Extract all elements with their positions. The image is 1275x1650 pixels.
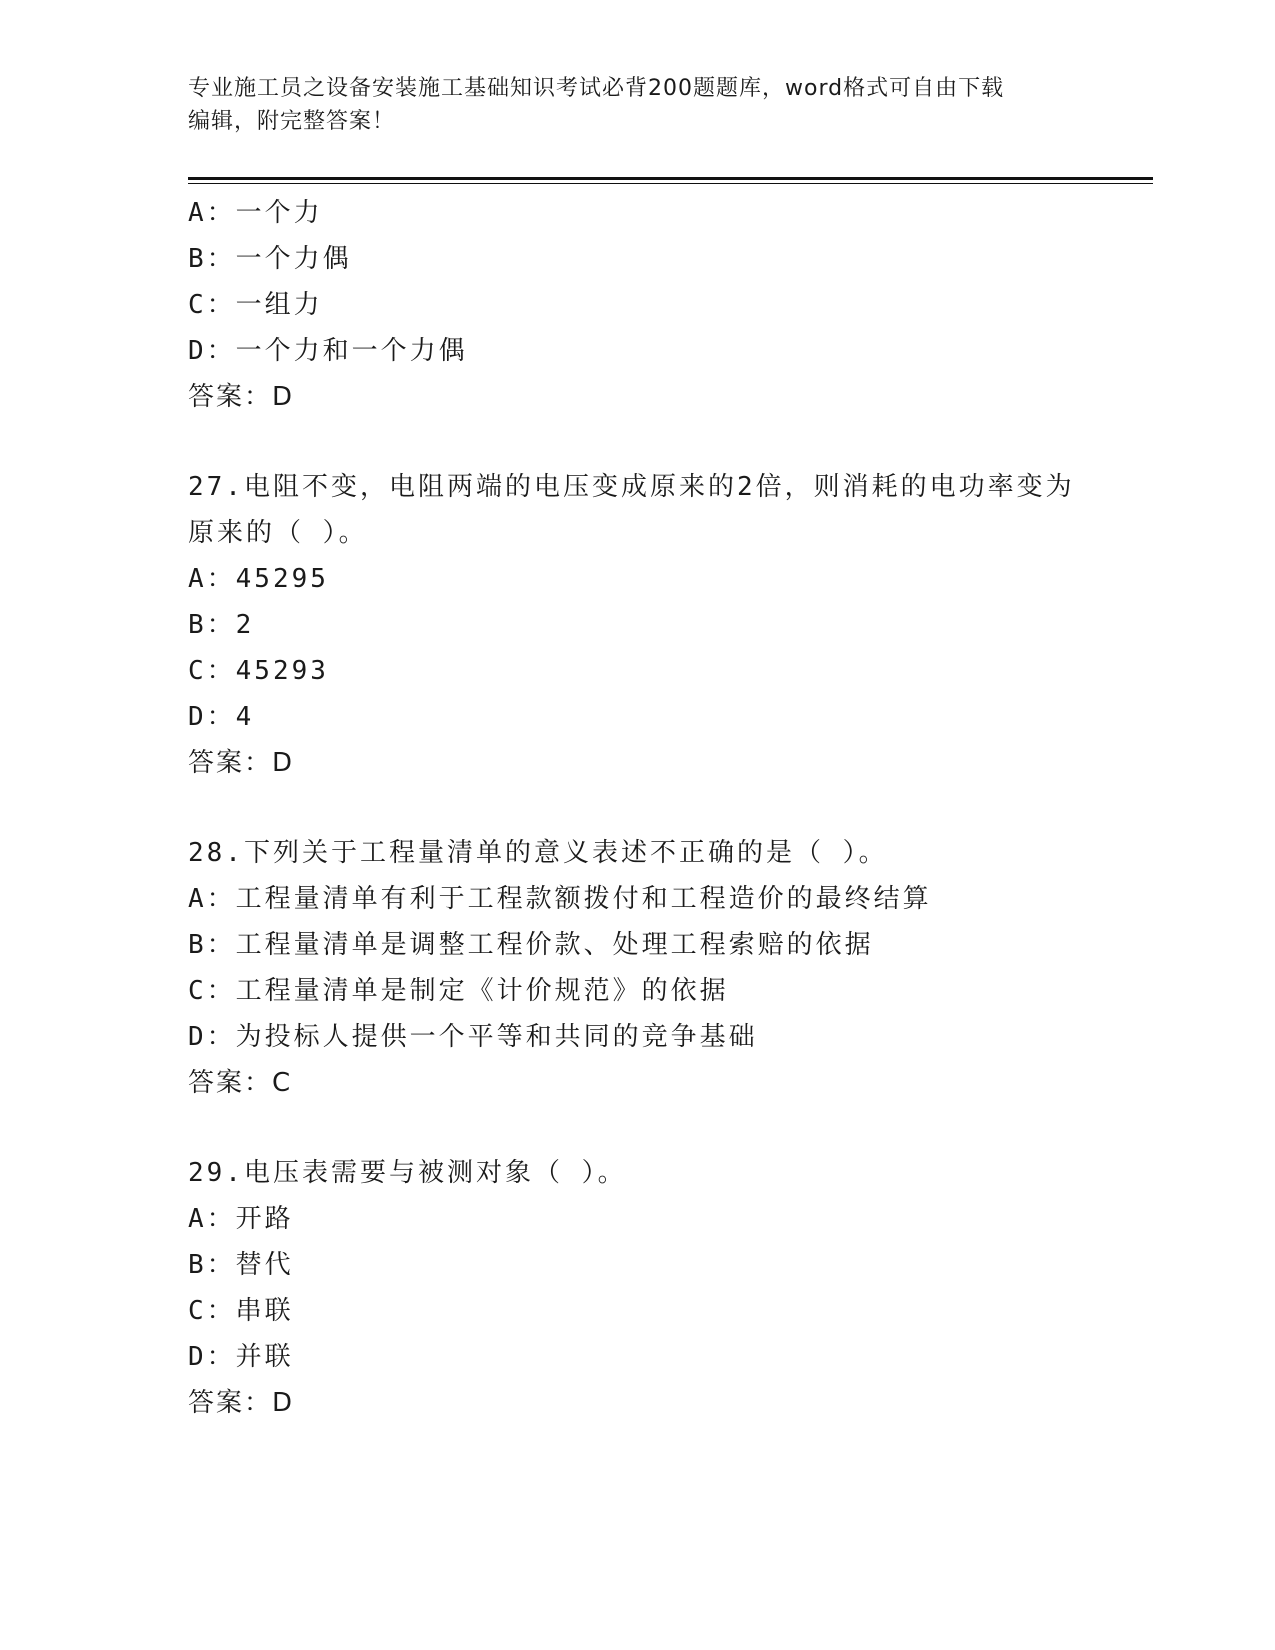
answer: 答案：D	[188, 1388, 295, 1418]
option-a: A：一个力	[188, 198, 323, 228]
answer: 答案：D	[188, 748, 295, 778]
header-divider-thin	[188, 183, 1153, 184]
header-title-line1: 专业施工员之设备安装施工基础知识考试必背200题题库，word格式可自由下载	[188, 76, 1005, 101]
header-divider-thick	[188, 177, 1153, 180]
option-d: D：为投标人提供一个平等和共同的竞争基础	[188, 1022, 758, 1052]
option-c: C：一组力	[188, 290, 323, 320]
document-header	[188, 72, 1068, 138]
question-27	[188, 464, 1108, 786]
option-a: A：工程量清单有利于工程款额拨付和工程造价的最终结算	[188, 884, 932, 914]
option-a: A：45295	[188, 564, 329, 594]
header-title-line2: 编辑，附完整答案！	[188, 109, 396, 134]
question-29	[188, 1150, 1108, 1426]
question-stem-line2: 原来的（ ）。	[188, 518, 368, 548]
option-d: D：一个力和一个力偶	[188, 336, 468, 366]
question-list	[188, 190, 1108, 1426]
question-28	[188, 830, 1108, 1106]
question-stem-line1: 27.电阻不变，电阻两端的电压变成原来的2倍，则消耗的电功率变为	[188, 472, 1075, 502]
question-stem-line1: 29.电压表需要与被测对象（ ）。	[188, 1158, 627, 1188]
option-c: C：45293	[188, 656, 329, 686]
question-stem-line1: 28.下列关于工程量清单的意义表述不正确的是（ ）。	[188, 838, 888, 868]
option-b: B：替代	[188, 1250, 294, 1280]
option-b: B：2	[188, 610, 255, 640]
option-d: D：4	[188, 702, 255, 732]
option-d: D：并联	[188, 1342, 294, 1372]
option-a: A：开路	[188, 1204, 294, 1234]
option-b: B：工程量清单是调整工程价款、处理工程索赔的依据	[188, 930, 874, 960]
option-c: C：工程量清单是制定《计价规范》的依据	[188, 976, 729, 1006]
answer: 答案：D	[188, 382, 295, 412]
answer: 答案：C	[188, 1068, 293, 1098]
question-26	[188, 190, 1108, 420]
option-c: C：串联	[188, 1296, 294, 1326]
option-b: B：一个力偶	[188, 244, 352, 274]
